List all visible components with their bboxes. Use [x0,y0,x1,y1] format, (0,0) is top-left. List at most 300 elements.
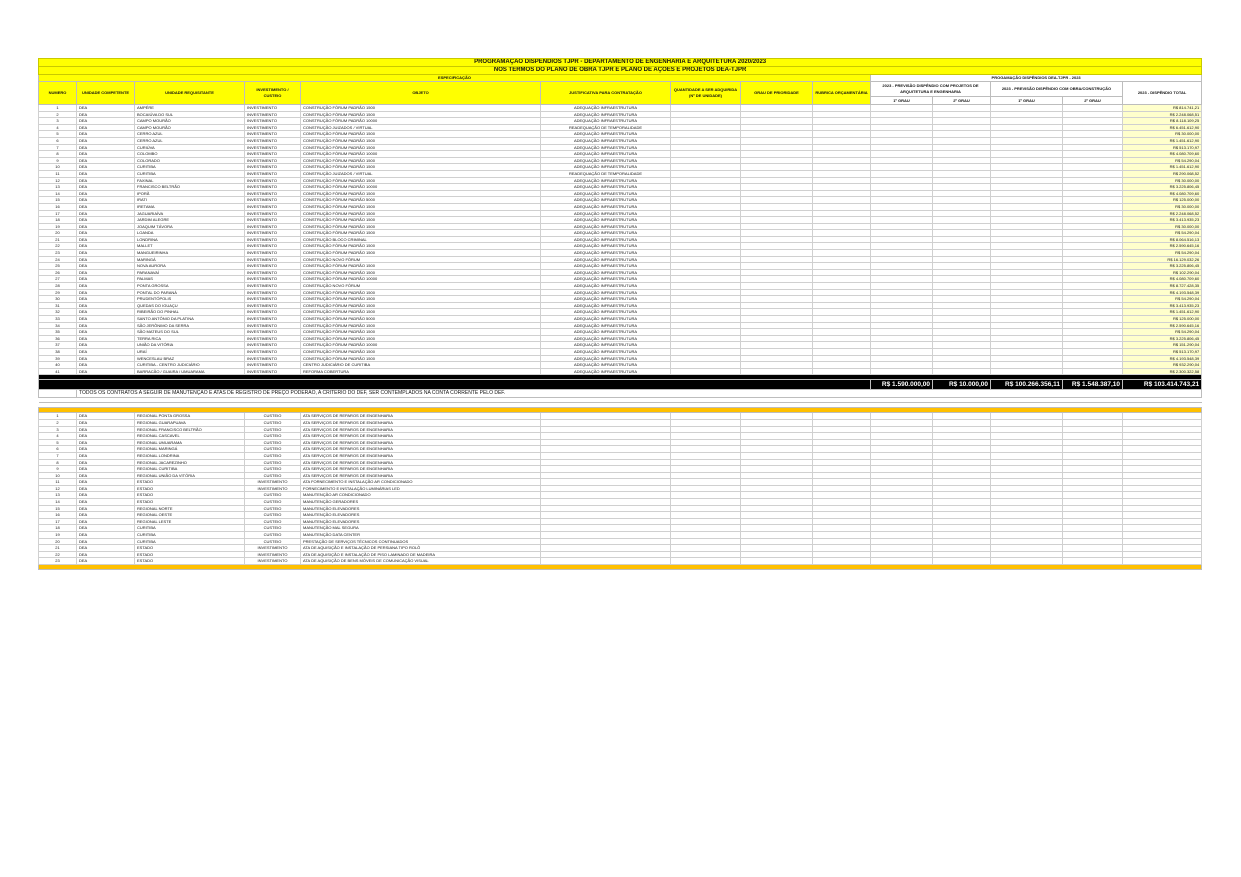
row-projetos-2 [933,111,991,118]
row-objeto: CONSTRUÇÃO FÓRUM PADRÃO 10000 [301,151,541,158]
row-quantidade [671,124,741,131]
row-projetos-1 [871,283,933,290]
row-obra-1 [991,368,1063,375]
row-investimento: INVESTIMENTO [245,368,301,375]
row-unidade-requisitante: RIBEIRÃO DO PINHAL [135,309,245,316]
item-empty [871,426,933,433]
row-projetos-1 [871,316,933,323]
item-empty [991,459,1063,466]
row-justificativa: ADEQUAÇÃO INFRAESTRUTURA [541,283,671,290]
item-number: 4 [39,433,77,440]
row-projetos-1 [871,355,933,362]
row-projetos-2 [933,210,991,217]
row-obra-1 [991,223,1063,230]
item-number: 7 [39,452,77,459]
row-obra-2 [1063,151,1123,158]
item-empty [813,472,871,479]
row-rubrica [813,335,871,342]
row-number: 32 [39,309,77,316]
row-unidade-competente: DEA [77,157,135,164]
row-objeto: CONSTRUÇÃO FÓRUM PADRÃO 1500 [301,309,541,316]
row-unidade-competente: DEA [77,118,135,125]
item-empty [871,433,933,440]
row-grau [741,164,813,171]
row-rubrica [813,243,871,250]
table-row [39,236,1202,243]
row-projetos-2 [933,276,991,283]
row-grau [741,355,813,362]
row-investimento: INVESTIMENTO [245,164,301,171]
item-empty [991,433,1063,440]
row-number: 27 [39,276,77,283]
item-empty [1123,433,1202,440]
row-rubrica [813,283,871,290]
row-unidade-requisitante: IPORÃ [135,190,245,197]
row-investimento: INVESTIMENTO [245,157,301,164]
item-empty [671,419,741,426]
item-empty [1063,419,1123,426]
row-unidade-competente: DEA [77,105,135,112]
item-empty [991,485,1063,492]
item-empty [541,485,671,492]
row-justificativa: ADEQUAÇÃO INFRAESTRUTURA [541,157,671,164]
item-unidade: DEA [77,505,135,512]
row-number: 24 [39,256,77,263]
row-number: 29 [39,289,77,296]
item-requisitante: REGIONAL UMUARAMA [135,439,245,446]
item-objeto: MANUTENÇÃO GERADORES [301,499,541,506]
table-row [39,137,1202,144]
list-item [39,512,1202,519]
item-empty [741,512,813,519]
row-projetos-1 [871,190,933,197]
table-row [39,322,1202,329]
item-tipo: CUSTEIO [245,538,301,545]
row-unidade-competente: DEA [77,203,135,210]
item-objeto: ATA SERVIÇOS DE REPAROS DE ENGENHARIA [301,413,541,420]
row-obra-2 [1063,296,1123,303]
item-empty [1063,479,1123,486]
row-rubrica [813,322,871,329]
row-objeto: CONSTRUÇÃO FÓRUM PADRÃO 1500 [301,250,541,257]
row-objeto: CONSTRUÇÃO FÓRUM PADRÃO 1500 [301,137,541,144]
programacao-header: PROGAMAÇÃO DISPÊNDIOS DEA-TJPR - 2023 [871,75,1202,82]
row-unidade-requisitante: PARANAVAÍ [135,269,245,276]
row-quantidade [671,243,741,250]
item-requisitante: REGIONAL FRANCISCO BELTRÃO [135,426,245,433]
row-rubrica [813,164,871,171]
row-quantidade [671,157,741,164]
row-obra-2 [1063,177,1123,184]
row-obra-2 [1063,236,1123,243]
row-grau [741,177,813,184]
row-grau [741,302,813,309]
list-item [39,439,1202,446]
row-number: 10 [39,164,77,171]
row-number: 9 [39,157,77,164]
item-objeto: ATA SERVIÇOS DE REPAROS DE ENGENHARIA [301,472,541,479]
row-grau [741,118,813,125]
row-total: R$ 125.000,00 [1123,197,1202,204]
item-unidade: DEA [77,459,135,466]
list-item [39,499,1202,506]
row-rubrica [813,355,871,362]
list-item [39,558,1202,565]
row-total: R$ 125.000,00 [1123,316,1202,323]
row-total: R$ 8.064.516,13 [1123,236,1202,243]
row-obra-1 [991,263,1063,270]
row-quantidade [671,217,741,224]
row-obra-1 [991,144,1063,151]
list-item [39,419,1202,426]
item-tipo: CUSTEIO [245,512,301,519]
row-justificativa: ADEQUAÇÃO INFRAESTRUTURA [541,355,671,362]
row-obra-1 [991,190,1063,197]
item-empty [813,466,871,473]
item-empty [1063,532,1123,539]
item-empty [871,413,933,420]
row-rubrica [813,111,871,118]
row-obra-1 [991,250,1063,257]
row-objeto: CONSTRUÇÃO JUIZADOS / VIRTUAL [301,124,541,131]
row-objeto: CONSTRUÇÃO FÓRUM PADRÃO 1500 [301,223,541,230]
row-projetos-2 [933,118,991,125]
row-obra-1 [991,197,1063,204]
row-quantidade [671,190,741,197]
list-item [39,459,1202,466]
item-objeto: MANUTENÇÃO MAL SEGURA [301,525,541,532]
list-item [39,446,1202,453]
row-total: R$ 2.248.068,52 [1123,210,1202,217]
row-obra-1 [991,302,1063,309]
row-projetos-2 [933,223,991,230]
row-quantidade [671,256,741,263]
row-quantidade [671,230,741,237]
row-rubrica [813,230,871,237]
table-row [39,329,1202,336]
row-grau [741,362,813,369]
row-justificativa: ADEQUAÇÃO INFRAESTRUTURA [541,289,671,296]
item-empty [813,518,871,525]
row-total: R$ 513.170,97 [1123,144,1202,151]
row-projetos-2 [933,164,991,171]
item-number: 14 [39,499,77,506]
row-obra-2 [1063,263,1123,270]
row-quantidade [671,111,741,118]
item-objeto: MANUTENÇÃO DATA CENTER [301,532,541,539]
row-obra-2 [1063,197,1123,204]
item-empty [871,485,933,492]
item-objeto: MANUTENÇÃO ELEVADORES [301,518,541,525]
row-projetos-1 [871,289,933,296]
row-number: 28 [39,283,77,290]
row-total: R$ 54.290,04 [1123,157,1202,164]
row-unidade-competente: DEA [77,170,135,177]
row-rubrica [813,342,871,349]
item-number: 15 [39,505,77,512]
item-requisitante: REGIONAL CURITIBA [135,466,245,473]
row-unidade-requisitante: CURIÚVA [135,144,245,151]
especificacao-header: ESPECIFICAÇÃO [39,75,871,82]
item-unidade: DEA [77,538,135,545]
row-grau [741,203,813,210]
item-unidade: DEA [77,485,135,492]
table-row [39,144,1202,151]
row-projetos-2 [933,316,991,323]
row-justificativa: ADEQUAÇÃO INFRAESTRUTURA [541,296,671,303]
row-grau [741,348,813,355]
row-rubrica [813,177,871,184]
item-empty [541,479,671,486]
item-unidade: DEA [77,492,135,499]
item-empty [541,472,671,479]
item-empty [1123,479,1202,486]
row-rubrica [813,144,871,151]
row-total: R$ 16.129.032,26 [1123,256,1202,263]
item-empty [671,532,741,539]
row-unidade-requisitante: QUEDAS DO IGUAÇU [135,302,245,309]
item-empty [1123,499,1202,506]
row-number: 3 [39,118,77,125]
table-row [39,342,1202,349]
table-row [39,309,1202,316]
row-obra-1 [991,164,1063,171]
row-quantidade [671,197,741,204]
item-empty [871,472,933,479]
row-rubrica [813,197,871,204]
item-empty [671,466,741,473]
row-investimento: INVESTIMENTO [245,203,301,210]
row-total: R$ 30.000,00 [1123,131,1202,138]
row-obra-2 [1063,124,1123,131]
row-unidade-requisitante: MANGUEIRINHA [135,250,245,257]
row-obra-2 [1063,217,1123,224]
row-rubrica [813,124,871,131]
row-unidade-competente: DEA [77,335,135,342]
row-number: 16 [39,203,77,210]
item-empty [991,532,1063,539]
table-row [39,362,1202,369]
row-total: R$ 1.451.612,90 [1123,137,1202,144]
item-empty [541,512,671,519]
item-number: 19 [39,532,77,539]
row-number: 17 [39,210,77,217]
row-investimento: INVESTIMENTO [245,151,301,158]
item-empty [1063,492,1123,499]
row-projetos-2 [933,131,991,138]
row-justificativa: ADEQUAÇÃO INFRAESTRUTURA [541,342,671,349]
item-empty [671,479,741,486]
row-obra-1 [991,203,1063,210]
item-empty [671,485,741,492]
row-rubrica [813,250,871,257]
item-empty [1063,558,1123,565]
row-projetos-1 [871,144,933,151]
row-unidade-requisitante: CAMPO MOURÃO [135,124,245,131]
table-row [39,118,1202,125]
item-empty [991,492,1063,499]
row-objeto: CONSTRUÇÃO BLOCO CRIMINAL [301,236,541,243]
item-empty [1063,466,1123,473]
row-projetos-2 [933,197,991,204]
row-rubrica [813,329,871,336]
row-total: R$ 4.080.709,60 [1123,151,1202,158]
item-requisitante: REGIONAL CASCAVEL [135,433,245,440]
row-quantidade [671,105,741,112]
title-row-1: PROGRAMAÇÃO DISPÊNDIOS TJPR - DEPARTAMENTO DE ENGENHARIA E ARQUITETURA 2020/2023 [39,59,1202,67]
row-obra-1 [991,243,1063,250]
item-empty [541,558,671,565]
row-quantidade [671,276,741,283]
row-justificativa: ADEQUAÇÃO INFRAESTRUTURA [541,335,671,342]
row-rubrica [813,137,871,144]
row-objeto: CONSTRUÇÃO FÓRUM PADRÃO 1500 [301,355,541,362]
row-investimento: INVESTIMENTO [245,111,301,118]
row-unidade-requisitante: CURITIBA - CENTRO JUDICIÁRIO [135,362,245,369]
total-projetos-1: R$ 1.590.000,00 [871,380,933,390]
title-row-2: NOS TERMOS DO PLANO DE OBRA TJPR E PLANO DE AÇÕES E PROJETOS DEA-TJPR [39,67,1202,75]
row-justificativa: ADEQUAÇÃO INFRAESTRUTURA [541,316,671,323]
item-empty [933,545,991,552]
row-number: 11 [39,170,77,177]
row-obra-1 [991,124,1063,131]
row-unidade-requisitante: SANTO ANTÔNIO DA PLATINA [135,316,245,323]
row-unidade-requisitante: COLORADO [135,157,245,164]
row-quantidade [671,309,741,316]
row-quantidade [671,329,741,336]
row-unidade-requisitante: JARDIM ALEGRE [135,217,245,224]
row-projetos-2 [933,362,991,369]
row-obra-2 [1063,269,1123,276]
item-unidade: DEA [77,532,135,539]
row-number: 25 [39,263,77,270]
item-empty [541,413,671,420]
row-quantidade [671,362,741,369]
totals-row [39,380,1202,390]
row-number: 38 [39,348,77,355]
row-total: R$ 54.290,04 [1123,296,1202,303]
row-investimento: INVESTIMENTO [245,170,301,177]
item-empty [871,466,933,473]
item-empty [671,439,741,446]
row-grau [741,283,813,290]
row-obra-1 [991,151,1063,158]
row-justificativa: ADEQUAÇÃO INFRAESTRUTURA [541,236,671,243]
row-justificativa: ADEQUAÇÃO INFRAESTRUTURA [541,137,671,144]
row-unidade-competente: DEA [77,184,135,191]
row-justificativa: READEQUAÇÃO DE TEMPORALIDADE [541,170,671,177]
item-empty [541,545,671,552]
row-obra-2 [1063,362,1123,369]
row-projetos-2 [933,322,991,329]
item-empty [871,459,933,466]
row-obra-1 [991,309,1063,316]
table-row [39,151,1202,158]
row-investimento: INVESTIMENTO [245,243,301,250]
row-investimento: INVESTIMENTO [245,144,301,151]
row-number: 4 [39,124,77,131]
item-empty [933,532,991,539]
row-objeto: REFORMA COBERTURA [301,368,541,375]
item-empty [1123,525,1202,532]
row-objeto: CONSTRUÇÃO NOVO FÓRUM [301,283,541,290]
item-empty [671,433,741,440]
item-empty [933,466,991,473]
row-projetos-2 [933,296,991,303]
row-total: R$ 4.193.548,39 [1123,289,1202,296]
item-empty [741,499,813,506]
table-row [39,223,1202,230]
item-empty [671,472,741,479]
row-unidade-requisitante: PONTA GROSSA [135,283,245,290]
list-item [39,525,1202,532]
row-obra-1 [991,170,1063,177]
item-empty [741,558,813,565]
item-objeto: PRESTAÇÃO DE SERVIÇOS TÉCNICOS CONTINUADOS [301,538,541,545]
row-total: R$ 4.080.709,60 [1123,276,1202,283]
row-justificativa: ADEQUAÇÃO INFRAESTRUTURA [541,230,671,237]
item-requisitante: REGIONAL PONTA GROSSA [135,413,245,420]
item-number: 23 [39,558,77,565]
item-number: 17 [39,518,77,525]
row-rubrica [813,170,871,177]
item-tipo: INVESTIMENTO [245,545,301,552]
item-objeto: MANUTENÇÃO ELEVADORES [301,505,541,512]
row-projetos-2 [933,230,991,237]
row-projetos-1 [871,256,933,263]
item-empty [671,459,741,466]
row-quantidade [671,184,741,191]
item-empty [671,446,741,453]
row-unidade-requisitante: UNIÃO DA VITÓRIA [135,342,245,349]
row-unidade-competente: DEA [77,355,135,362]
item-empty [933,505,991,512]
row-rubrica [813,263,871,270]
row-grau [741,329,813,336]
item-empty [991,518,1063,525]
row-total: R$ 2.300.322,58 [1123,368,1202,375]
column-header-row [39,82,1202,97]
item-number: 13 [39,492,77,499]
row-rubrica [813,184,871,191]
row-investimento: INVESTIMENTO [245,256,301,263]
item-empty [741,525,813,532]
item-empty [1123,558,1202,565]
row-projetos-1 [871,230,933,237]
row-investimento: INVESTIMENTO [245,250,301,257]
row-unidade-competente: DEA [77,111,135,118]
item-requisitante: ESTADO [135,492,245,499]
table-row [39,105,1202,112]
item-empty [871,525,933,532]
row-obra-2 [1063,276,1123,283]
row-unidade-competente: DEA [77,322,135,329]
row-unidade-requisitante: PRUDENTÓPOLIS [135,296,245,303]
item-tipo: CUSTEIO [245,518,301,525]
table-row [39,217,1202,224]
item-tipo: INVESTIMENTO [245,558,301,565]
row-obra-1 [991,329,1063,336]
item-empty [741,518,813,525]
item-requisitante: CURITIBA [135,532,245,539]
row-grau [741,322,813,329]
row-projetos-1 [871,263,933,270]
row-unidade-competente: DEA [77,164,135,171]
row-obra-1 [991,210,1063,217]
item-empty [741,452,813,459]
table-row [39,177,1202,184]
item-empty [541,492,671,499]
